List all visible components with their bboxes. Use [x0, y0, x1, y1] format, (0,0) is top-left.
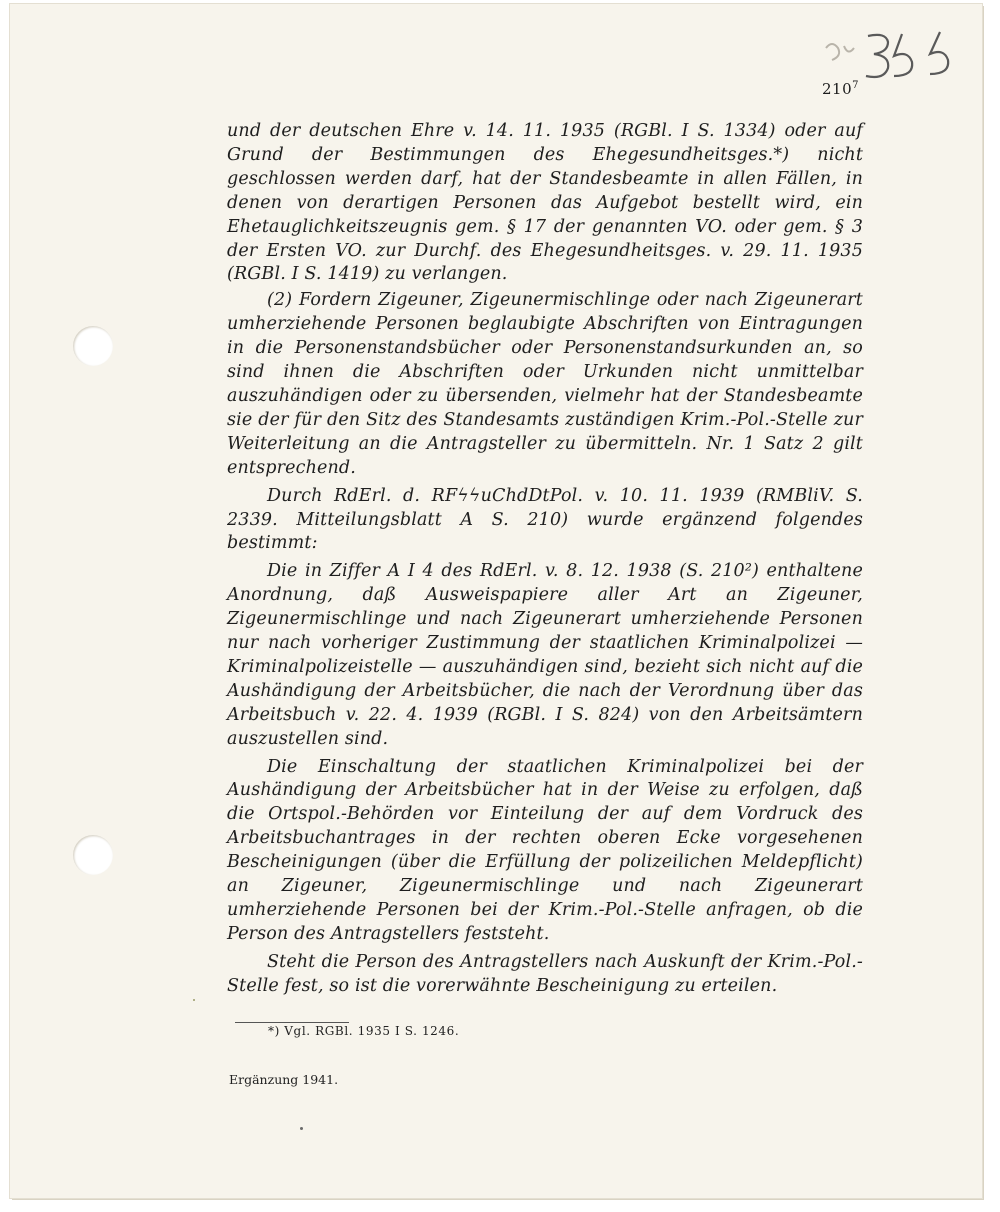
paper-speck: [300, 1127, 303, 1130]
page-number: [822, 80, 859, 98]
punch-hole: [73, 326, 113, 366]
body-text: [227, 120, 863, 1001]
paper-speck: [193, 999, 195, 1001]
paragraph-1: und der deutschen Ehre v. 14. 11. 1935 (RGBl. I S. 1334) oder auf Grund der Bestimmungen des Ehegesundheitsges.*) nicht geschlossen werden darf, hat der Standesbeamte in allen Fällen, in denen von derartigen Personen das Aufgebot bestellt wird, ein Ehetauglichkeitszeugnis gem. § 17 der genannten VO. oder gem. § 3 der Ersten VO. zur Durchf. des Ehegesundheitsges. v. 29. 11. 1935 (RGBl. I S. 1419) zu verlangen.: [227, 121, 863, 285]
footnote-divider: [235, 1022, 349, 1023]
paragraph-4: Die in Ziffer A I 4 des RdErl. v. 8. 12. 1938 (S. 210²) enthaltene Anordnung, daß Ausweispapiere aller Art an Zigeuner, Zigeunermischlinge und nach Zigeunerart umherziehende Personen nur nach vorheriger Zustimmung der staatlichen Kriminalpolizei — Kriminalpolizeistelle — auszuhändigen sind, bezieht sich nicht auf die Aushändigung der Arbeitsbücher, die nach der Verordnung über das Arbeitsbuch v. 22. 4. 1939 (RGBl. I S. 824) von den Arbeitsämtern auszustellen sind.: [227, 561, 863, 749]
page-number-main: 210: [822, 80, 853, 98]
footnote: *) Vgl. RGBl. 1935 I S. 1246.: [268, 1024, 460, 1038]
paragraph-2: (2) Fordern Zigeuner, Zigeunermischlinge oder nach Zigeunerart umherziehende Personen beglaubigte Abschriften von Eintragungen in die Personenstandsbücher oder Personenstandsurkunden an, so sind ihnen die Abschriften oder Urkunden nicht unmittelbar auszuhändigen oder zu übersenden, vielmehr hat der Standesbeamte sie der für den Sitz des Standesamts zuständigen Krim.-Pol.-Stelle zur Weiterleitung an die Antragsteller zu übermitteln. Nr. 1 Satz 2 gilt entsprechend.: [227, 290, 863, 478]
punch-hole: [73, 835, 113, 875]
supplement-note: Ergänzung 1941.: [229, 1072, 339, 1087]
paragraph-5: Die Einschaltung der staatlichen Kriminalpolizei bei der Aushändigung der Arbeitsbücher hat in der Weise zu erfolgen, daß die Ortspol.-Behörden vor Einteilung der auf dem Vordruck des Arbeitsbuchantrages in der rechten oberen Ecke vorgesehenen Bescheinigungen (über die Erfüllung der polizeilichen Meldepflicht) an Zigeuner, Zigeunermischlinge und nach Zigeunerart umherziehende Personen bei der Krim.-Pol.-Stelle anfragen, ob die Person des Antragstellers feststeht.: [227, 756, 863, 944]
paragraph-3: Durch RdErl. d. RFϟϟuChdDtPol. v. 10. 11. 1939 (RMBliV. S. 2339. Mitteilungsblatt A S. 210) wurde ergänzend folgendes bestimmt:: [227, 485, 863, 554]
page-number-sup: 7: [852, 80, 860, 91]
document-page: [10, 4, 982, 1198]
paragraph-6: Steht die Person des Antragstellers nach Auskunft der Krim.-Pol.-Stelle fest, so ist die vorerwähnte Bescheinigung zu erteilen.: [227, 951, 863, 996]
